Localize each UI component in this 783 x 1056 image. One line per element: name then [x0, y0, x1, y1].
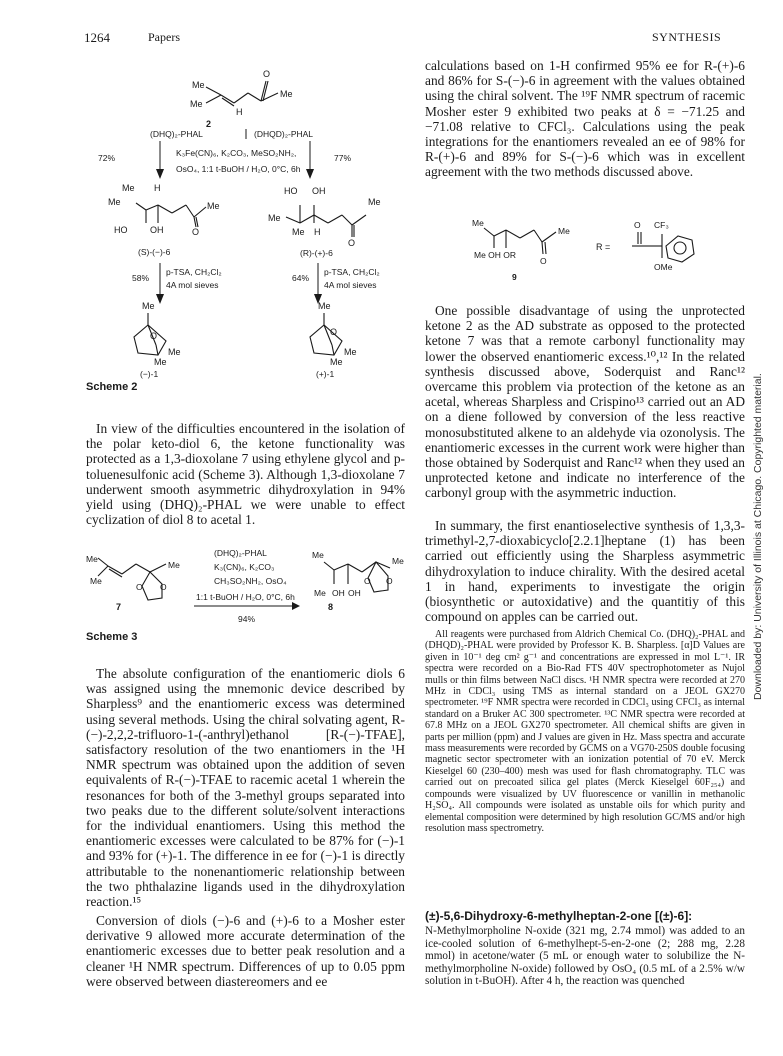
left-paragraph-3 [86, 913, 405, 989]
left-paragraph-2 [86, 666, 405, 909]
atom-h: H [154, 183, 161, 193]
atom-me: Me [392, 556, 404, 566]
page-number: 1264 [84, 30, 110, 45]
atom-oh: OH [312, 186, 326, 196]
journal-section: Papers [148, 30, 180, 44]
scheme3-reagent-1: (DHQ)₂-PHAL [214, 548, 267, 558]
product-left-label: (−)-1 [140, 369, 159, 379]
scheme3-reagent-2: K₃(CN)₆, K₂CO₃ [214, 562, 275, 572]
scheme3-yield: 94% [238, 614, 256, 624]
atom-me: Me [86, 554, 98, 564]
journal-title: SYNTHESIS [652, 30, 722, 44]
atom-o: O [150, 331, 158, 341]
atom-me: Me [558, 226, 570, 236]
compound-9-label: 9 [512, 272, 517, 282]
download-notice [752, 373, 770, 700]
yield-left-2: 58% [132, 273, 150, 283]
atom-oh: OH [348, 588, 361, 598]
atom-o: O [540, 256, 547, 266]
atom-ho: HO [284, 186, 298, 196]
right-paragraph-2 [425, 303, 745, 501]
scheme3-caption: Scheme 3 [86, 631, 138, 643]
atom-me: Me [207, 201, 220, 211]
paragraph-text: N-Methylmorpholine N-oxide (321 mg, 2.74 mmol) was added to an ice-cooled solution of 6-methylhept-5-en-2-one (2; 288 mg, 2.28 mmol) in acetone/water (5 mL or enough water to solubilize the N-methylmorpholine N-oxide) followed by OsO₄ (0.5 mL of a 2.5% w/w solution in t-BuOH). After 4 h, the reaction was quenched [425, 925, 745, 988]
atom-me: Me [154, 357, 167, 367]
right-paragraph-1 [425, 58, 745, 180]
conditions-line-2: OsO₄, 1:1 t-BuOH / H₂O, 0°C, 6h [176, 164, 301, 174]
atom-me: Me [108, 197, 121, 207]
atom-me: Me [190, 99, 203, 109]
atom-me: Me [312, 550, 324, 560]
atom-me: Me [314, 588, 326, 598]
mosher-group-structure [632, 232, 694, 262]
diol-r-label: (R)-(+)-6 [300, 248, 333, 258]
atom-o: O [348, 238, 356, 248]
reagent-right: (DHQD)₂-PHAL [254, 129, 314, 139]
atom-me: Me [168, 560, 180, 570]
right-paragraph-3 [425, 518, 745, 624]
atom-o: O [386, 576, 393, 586]
reagent-left: (DHQ)₂-PHAL [150, 129, 203, 139]
paragraph-text: In summary, the first enantioselective synthesis of 1,3,3-trimethyl-2,7-dioxabicyclo[2.2.1]heptane (1) has been carried out efficiently using the Sharpless asymmetric dihydroxylation to induce chirality. With the desired acetal 1 in hand, experiments to investigate the origin (biosynthetic or autoxidative) and the quantitiy of this compound on apples can be carried out. [425, 518, 745, 625]
paragraph-text: Conversion of diols (−)-6 and (+)-6 to a Mosher ester derivative 9 allowed more accurate determination of the enantiomeric excesses due to better peak resolution and a cleaner ¹H NMR spectrum. Differences of up to 0.05 ppm were observed between diastereomers and ee [86, 913, 405, 989]
compound-2-structure [206, 81, 278, 106]
paragraph-text: calculations based on 1-H confirmed 95% ee for R-(+)-6 and 86% for S-(−)-6 in agreement with the values obtained using the chiral solvent. The ¹⁹F NMR spectrum of racemic Mosher ester 9 exhibited two peaks at δ = −71.25 and −71.08 relative to CFCl₃. Calculations using the peak integrations for the enantiomers revealed an ee of 98% for R-(+)-6 and 89% for S-(−)-6 which was in excellent agreement with the two methods discussed above. [425, 58, 745, 180]
scheme3-reagent-4: 1:1 t-BuOH / H₂O, 0°C, 6h [196, 592, 295, 602]
left-paragraph-1 [86, 421, 405, 527]
experimental-general [425, 629, 745, 834]
atom-me: Me [344, 347, 357, 357]
download-notice-text: Downloaded by: University of Illinois at Chicago. Copyrighted material. [752, 373, 764, 700]
atom-me: Me [292, 227, 305, 237]
scheme3-reagent-3: CH₃SO₂NH₂, OsO₄ [214, 576, 287, 586]
atom-o: O [364, 576, 371, 586]
atom-me: Me [90, 576, 102, 586]
methoxy-group: OMe [654, 262, 673, 272]
product-right-structure [310, 313, 342, 355]
atom-me: Me [168, 347, 181, 357]
experimental-procedure [425, 925, 745, 988]
cf3-group: CF₃ [654, 220, 669, 230]
diol-s-structure [136, 203, 206, 227]
paragraph-text: One possible disadvantage of using the unprotected ketone 2 as the AD substrate as opposed to the protected ketone 7 was that a remote carbonyl functionality may lower the observed enantiomeric excess.¹⁰,¹² In the related synthesis discussed above, Soderquist and Ranc¹² overcame this problem via protection of the ketone as an acetal, whereas Sharpless and Crispino¹³ carried out an AD on a diene followed by conversion of the less reactive monosubstituted alkene to an aldehyde via ozonolysis. The enantiomeric excesses in the current work were higher than those obtained by Soderquist and Ranc¹² when they used an unprotected ketone and indicate no interference of the carbonyl group with the asymmetric induction. [425, 303, 745, 501]
cyclize-reagent-left: p-TSA, CH₂Cl₂ [166, 267, 222, 277]
atom-o: O [634, 220, 641, 230]
yield-right-2: 64% [292, 273, 310, 283]
atom-me: Me [330, 357, 343, 367]
compound-8-label: 8 [328, 602, 334, 612]
atom-o: O [263, 69, 271, 79]
atom-me: Me [280, 89, 293, 99]
scheme2-figure [86, 55, 406, 385]
atom-me: Me [318, 301, 331, 311]
atom-h: H [314, 227, 321, 237]
cyclize-sieves-right: 4A mol sieves [324, 280, 377, 290]
paragraph-text: In view of the difficulties encountered in the isolation of the polar keto-diol 6, the ketone functionality was protected as a 1,3-dioxolane 7 using ethylene glycol and p-toluenesulfonic acid (Scheme 3). Although 1,3-dioxolane 7 underwent smooth asymmetric dihydroxylation in 94% yield using (DHQ)₂-PHAL we were unable to effect cyclization of diol 8 to acetal 1. [86, 421, 405, 528]
atom-o: O [160, 582, 167, 592]
cyclize-sieves-left: 4A mol sieves [166, 280, 219, 290]
paragraph-text: The absolute configuration of the enantiomeric diols 6 was assigned using the mnemonic device described by Sharpless⁹ and the enantiomeric excess was determined using several methods. Using the chiral solvating agent, R-(−)-2,2,2-trifluoro-1-(-anthryl)ethanol [R-(−)-TFAE], satisfactory resolution of the two enantiomers in the ¹H NMR spectrum was obtained upon the addition of seven equivalents of R-(−)-TFAE to racemic acetal 1 wherein the resonances for both of the 3-methyl groups separated into two peaks due to the different solute/solvent interactions for the individual enantiomers. Using this method the enantiomeric excesses were calculated to be 87% for (−)-1 and 93% for (+)-1. The difference in ee for (−)-1 is directly attributable to the nonenantiomeric relationship between the two phthalazine ligands used in the dihydroxylation reaction.¹⁵ [86, 666, 405, 910]
conditions-line-1: K₃Fe(CN)₆, K₂CO₃, MeSO₂NH₂, [176, 148, 297, 158]
scheme3-figure [86, 540, 406, 630]
substituents-label: Me OH OR [474, 250, 517, 260]
atom-o: O [192, 227, 200, 237]
atom-oh: OH [150, 225, 164, 235]
atom-oh: OH [332, 588, 345, 598]
atom-me: Me [472, 218, 484, 228]
yield-right: 77% [334, 153, 352, 163]
atom-o: O [136, 582, 143, 592]
atom-o: O [330, 327, 338, 337]
compound-7-label: 7 [116, 602, 122, 612]
compound-7-structure [98, 558, 166, 600]
paragraph-text: All reagents were purchased from Aldrich Chemical Co. (DHQ)₂-PHAL and (DHQD)₂-PHAL were provided by Professor K. B. Sharpless. [α]D Values are given in 10⁻¹ deg cm² g⁻¹ and concentrations are expressed in mol L⁻¹. IR spectra were recorded on a Bio-Rad FTS 40V spectrophotometer as Nujol mulls or thin films between NaCl discs. ¹H NMR spectra were recorded at 270 MHz in CDCl₃ using TMS as internal standard on a JEOL GX270 spectrometer. ¹⁹F NMR spectra were recorded in CDCl₃ using CFCl₃ as internal standard on a Bruker AC 300 spectrometer. ¹³C NMR spectra were recorded at 67.8 MHz on a JEOL GX270 spectrometer. All chemical shifts are given in parts per million (ppm) and J values are given in Hz. Mass spectra and accurate mass measurements were recorded by GCMS on a VG70-250S double focusing magnetic sector spectrometer with an ionization potential of 70 eV. Merck Kieselgel 60 (230–400) mesh was used for flash chromatography. TLC was carried out on precoated silica gel plates (Merck Kieselgel 60F₂₅₄) and compounds were visualized by UV fluorescence or vanillin in methanolic H₂SO₄. All compounds were isolated as unstable oils for which purity and elemental composition were determined by high resolution GC/MS and/or high resolution mass spectrometry. [425, 629, 745, 834]
atom-me: Me [192, 80, 205, 90]
cyclize-reagent-right: p-TSA, CH₂Cl₂ [324, 267, 380, 277]
structure-9-figure [466, 214, 726, 288]
diol-s-label: (S)-(−)-6 [138, 247, 171, 257]
atom-me: Me [268, 213, 281, 223]
experimental-heading: (±)-5,6-Dihydroxy-6-methylheptan-2-one [(±)-6]: [425, 909, 693, 923]
atom-me: Me [142, 301, 155, 311]
atom-ho: HO [114, 225, 128, 235]
atom-me: Me [368, 197, 381, 207]
compound-2-label: 2 [206, 119, 212, 129]
atom-me: Me [122, 183, 135, 193]
yield-left: 72% [98, 153, 116, 163]
atom-h: H [236, 107, 243, 117]
product-right-label: (+)-1 [316, 369, 335, 379]
scheme2-caption: Scheme 2 [86, 381, 138, 393]
r-equals: R = [596, 242, 611, 252]
